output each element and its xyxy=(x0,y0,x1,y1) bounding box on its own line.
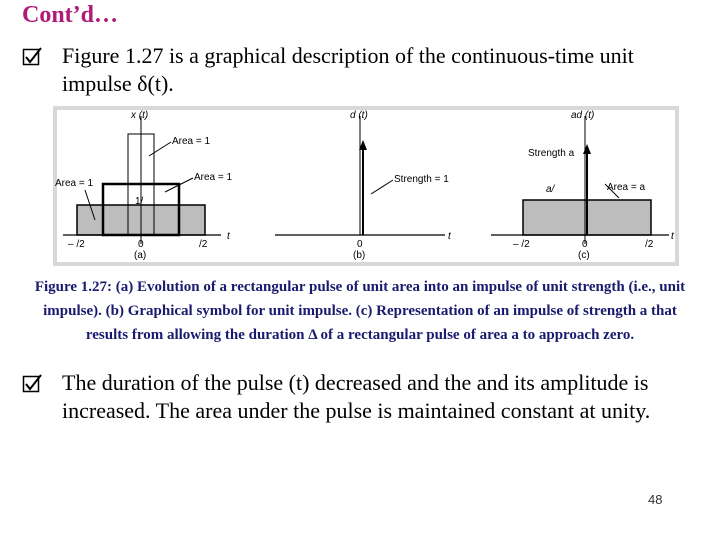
panel-label: (b) xyxy=(353,250,366,261)
bullet-text: The duration of the pulse (t) decreased and the and its amplitude is increased. The area under the pulse is maintained constant at unity. xyxy=(62,370,651,423)
height-label: a/ xyxy=(546,184,555,195)
figure-caption: Figure 1.27: (a) Evolution of a rectangular pulse of unit area into an impulse of unit strength (i.e., unit impulse). (b) Graphical symbol for unit impulse. (c) Representation of an impulse of strength a that results from allowing the duration Δ of a rectangular pulse of area a to approach zero. xyxy=(34,279,686,343)
area-label: Area = a xyxy=(607,182,646,193)
tick-label: – /2 xyxy=(68,239,85,250)
strength-label: Strength = 1 xyxy=(394,174,449,185)
axis-label-t: t xyxy=(227,231,230,242)
panel-label: (a) xyxy=(134,250,147,261)
area-label: Area = 1 xyxy=(55,178,94,189)
tick-label: /2 xyxy=(199,239,208,250)
axis-label-t: t xyxy=(671,231,674,242)
page-number: 48 xyxy=(648,492,663,507)
panel-label: (c) xyxy=(578,250,590,261)
bullet-item xyxy=(22,369,702,425)
checkbox-check-icon xyxy=(22,373,44,395)
height-label: 1/ xyxy=(135,196,144,207)
tick-label: 0 xyxy=(138,239,144,250)
tick-label: 0 xyxy=(357,239,363,250)
axis-label-adt: ad (t) xyxy=(571,110,595,121)
strength-label: Strength a xyxy=(528,148,575,159)
slide-title: Cont’d… xyxy=(22,2,119,28)
area-label: Area = 1 xyxy=(194,172,233,183)
impulse-figure xyxy=(53,106,679,266)
tick-label: – /2 xyxy=(513,239,530,250)
axis-label-xt: x (t) xyxy=(131,110,149,121)
bullet-text: Figure 1.27 is a graphical description of the continuous-time unit impulse δ(t). xyxy=(62,43,634,96)
tick-label: 0 xyxy=(582,239,588,250)
axis-label-dt: d (t) xyxy=(350,110,368,121)
checkbox-check-icon xyxy=(22,46,44,68)
axis-label-t: t xyxy=(448,231,451,242)
tick-label: /2 xyxy=(645,239,654,250)
area-label: Area = 1 xyxy=(172,136,211,147)
bullet-item xyxy=(22,42,702,98)
